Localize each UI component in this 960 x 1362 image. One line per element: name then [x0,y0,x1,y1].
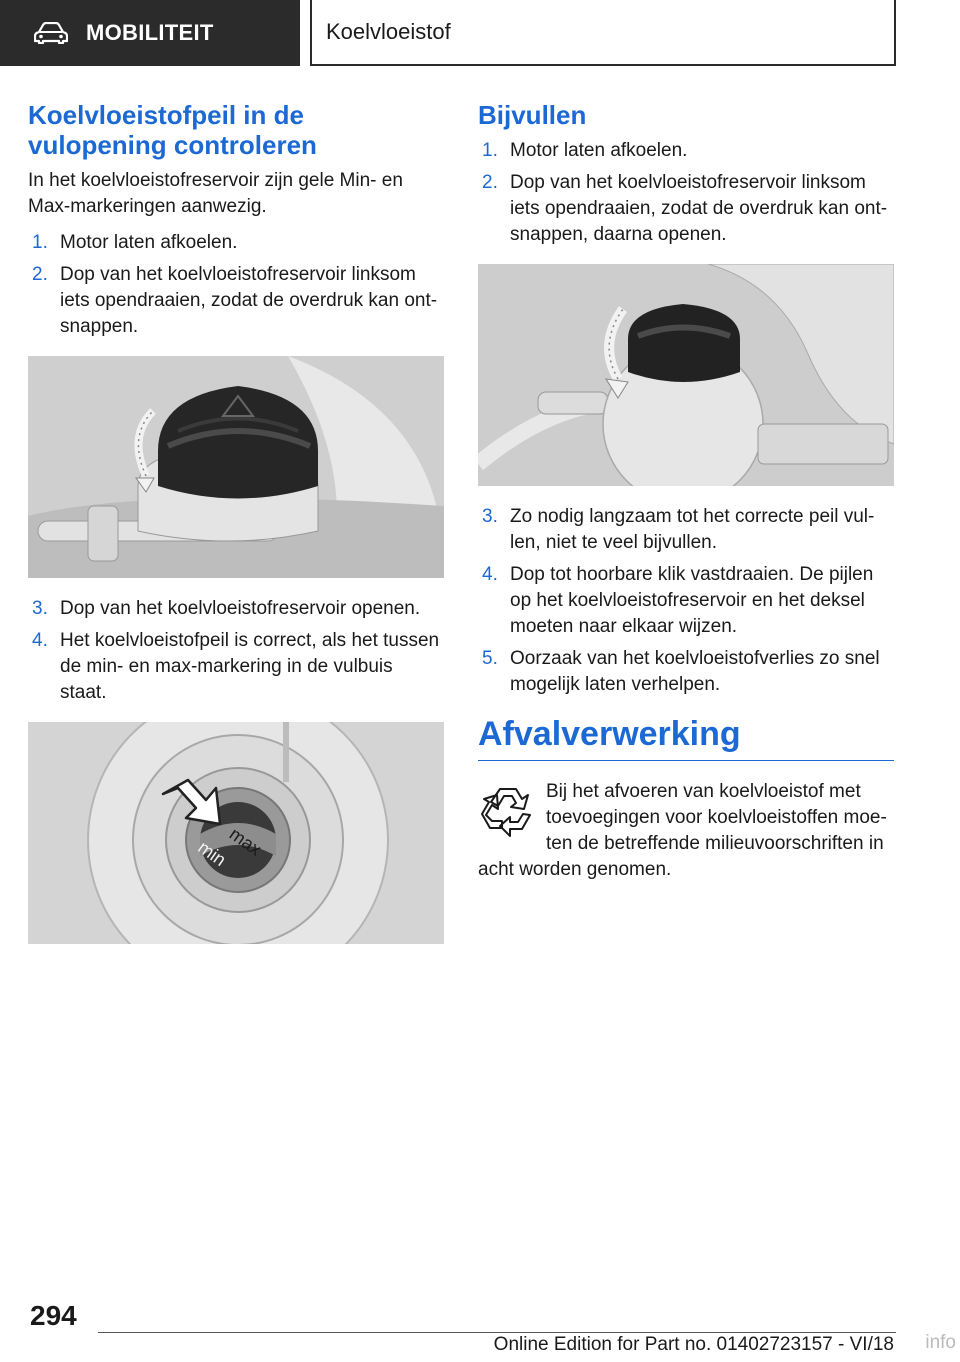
steps-list-refill-a [478,138,894,248]
list-item [478,504,894,556]
section-tab[interactable] [0,0,300,66]
edition-text: Online Edition for Part no. 01402723157 - VI/18 [493,1334,894,1355]
disposal-text: Bij het afvoeren van koelvloeistof met toevoegingen voor koelvloeistoffen moeten de betreffende milieuvoorschriften in acht worden genomen. [478,781,887,880]
step-number: 1. [32,232,48,253]
list-item [28,596,444,622]
step-text: Motor laten afkoelen. [510,140,688,161]
step-text: Het koelvloeistofpeil is correct, als het tussen de min- en max-markering in de vulbuis staat. [60,630,440,703]
step-number: 3. [482,506,498,527]
figure-reservoir-cap [28,356,444,578]
step-text: Dop van het koelvloeistofreservoir openen. [60,598,421,619]
steps-list-check-a [28,230,444,340]
footer-rule [98,1332,896,1333]
step-number: 3. [32,598,48,619]
list-item [28,628,444,706]
recycle-icon [478,781,538,843]
step-number: 2. [482,172,498,193]
watermark-text: info [925,1332,956,1353]
figure-open-reservoir [478,264,894,486]
list-item [28,262,444,340]
left-column [28,100,444,962]
step-text: Dop van het koelvloeistofreservoir linksom iets opendraaien, zodat de overdruk kan ontsnappen, daarna openen. [510,172,888,245]
step-number: 4. [32,630,48,651]
step-number: 4. [482,564,498,585]
right-column [478,100,894,883]
step-number: 5. [482,648,498,669]
steps-list-refill-b [478,504,894,698]
page-number: 294 [30,1300,77,1331]
list-item [478,170,894,248]
list-item [478,646,894,698]
step-text: Motor laten afkoelen. [60,232,238,253]
chapter-label: Koelvloeistof [326,19,451,44]
step-number: 1. [482,140,498,161]
step-text: Zo nodig langzaam tot het correcte peil vullen, niet te veel bijvullen. [510,506,875,553]
max-mark: max [225,823,266,860]
steps-list-check-b [28,596,444,706]
list-item [478,138,894,164]
section-heading-refill: Bijvullen [478,100,587,130]
section-heading-check-level: Koelvloeistofpeil in de vulopening controleren [28,100,317,160]
section-heading-disposal: Afvalverwerking [478,714,894,761]
intro-text: In het koelvloeistofreservoir zijn gele Min- en Max-markeringen aanwezig. [28,170,403,217]
step-text: Dop van het koelvloeistofreservoir linksom iets opendraaien, zodat de overdruk kan ontsnappen. [60,264,438,337]
disposal-note [478,779,894,883]
page-header [0,0,960,66]
page-footer [0,1290,960,1362]
step-text: Oorzaak van het koelvloeistofverlies zo snel mogelijk laten verhelpen. [510,648,880,695]
list-item [28,230,444,256]
step-number: 2. [32,264,48,285]
step-text: Dop tot hoorbare klik vastdraaien. De pijlen op het koelvloeistofreservoir en het deksel moeten naar elkaar wijzen. [510,564,874,637]
chapter-tab[interactable] [310,0,896,66]
section-label: MOBILITEIT [86,20,214,45]
min-mark: min [194,837,230,871]
list-item [478,562,894,640]
car-icon [34,22,68,44]
figure-filler-neck-markings [28,722,444,944]
